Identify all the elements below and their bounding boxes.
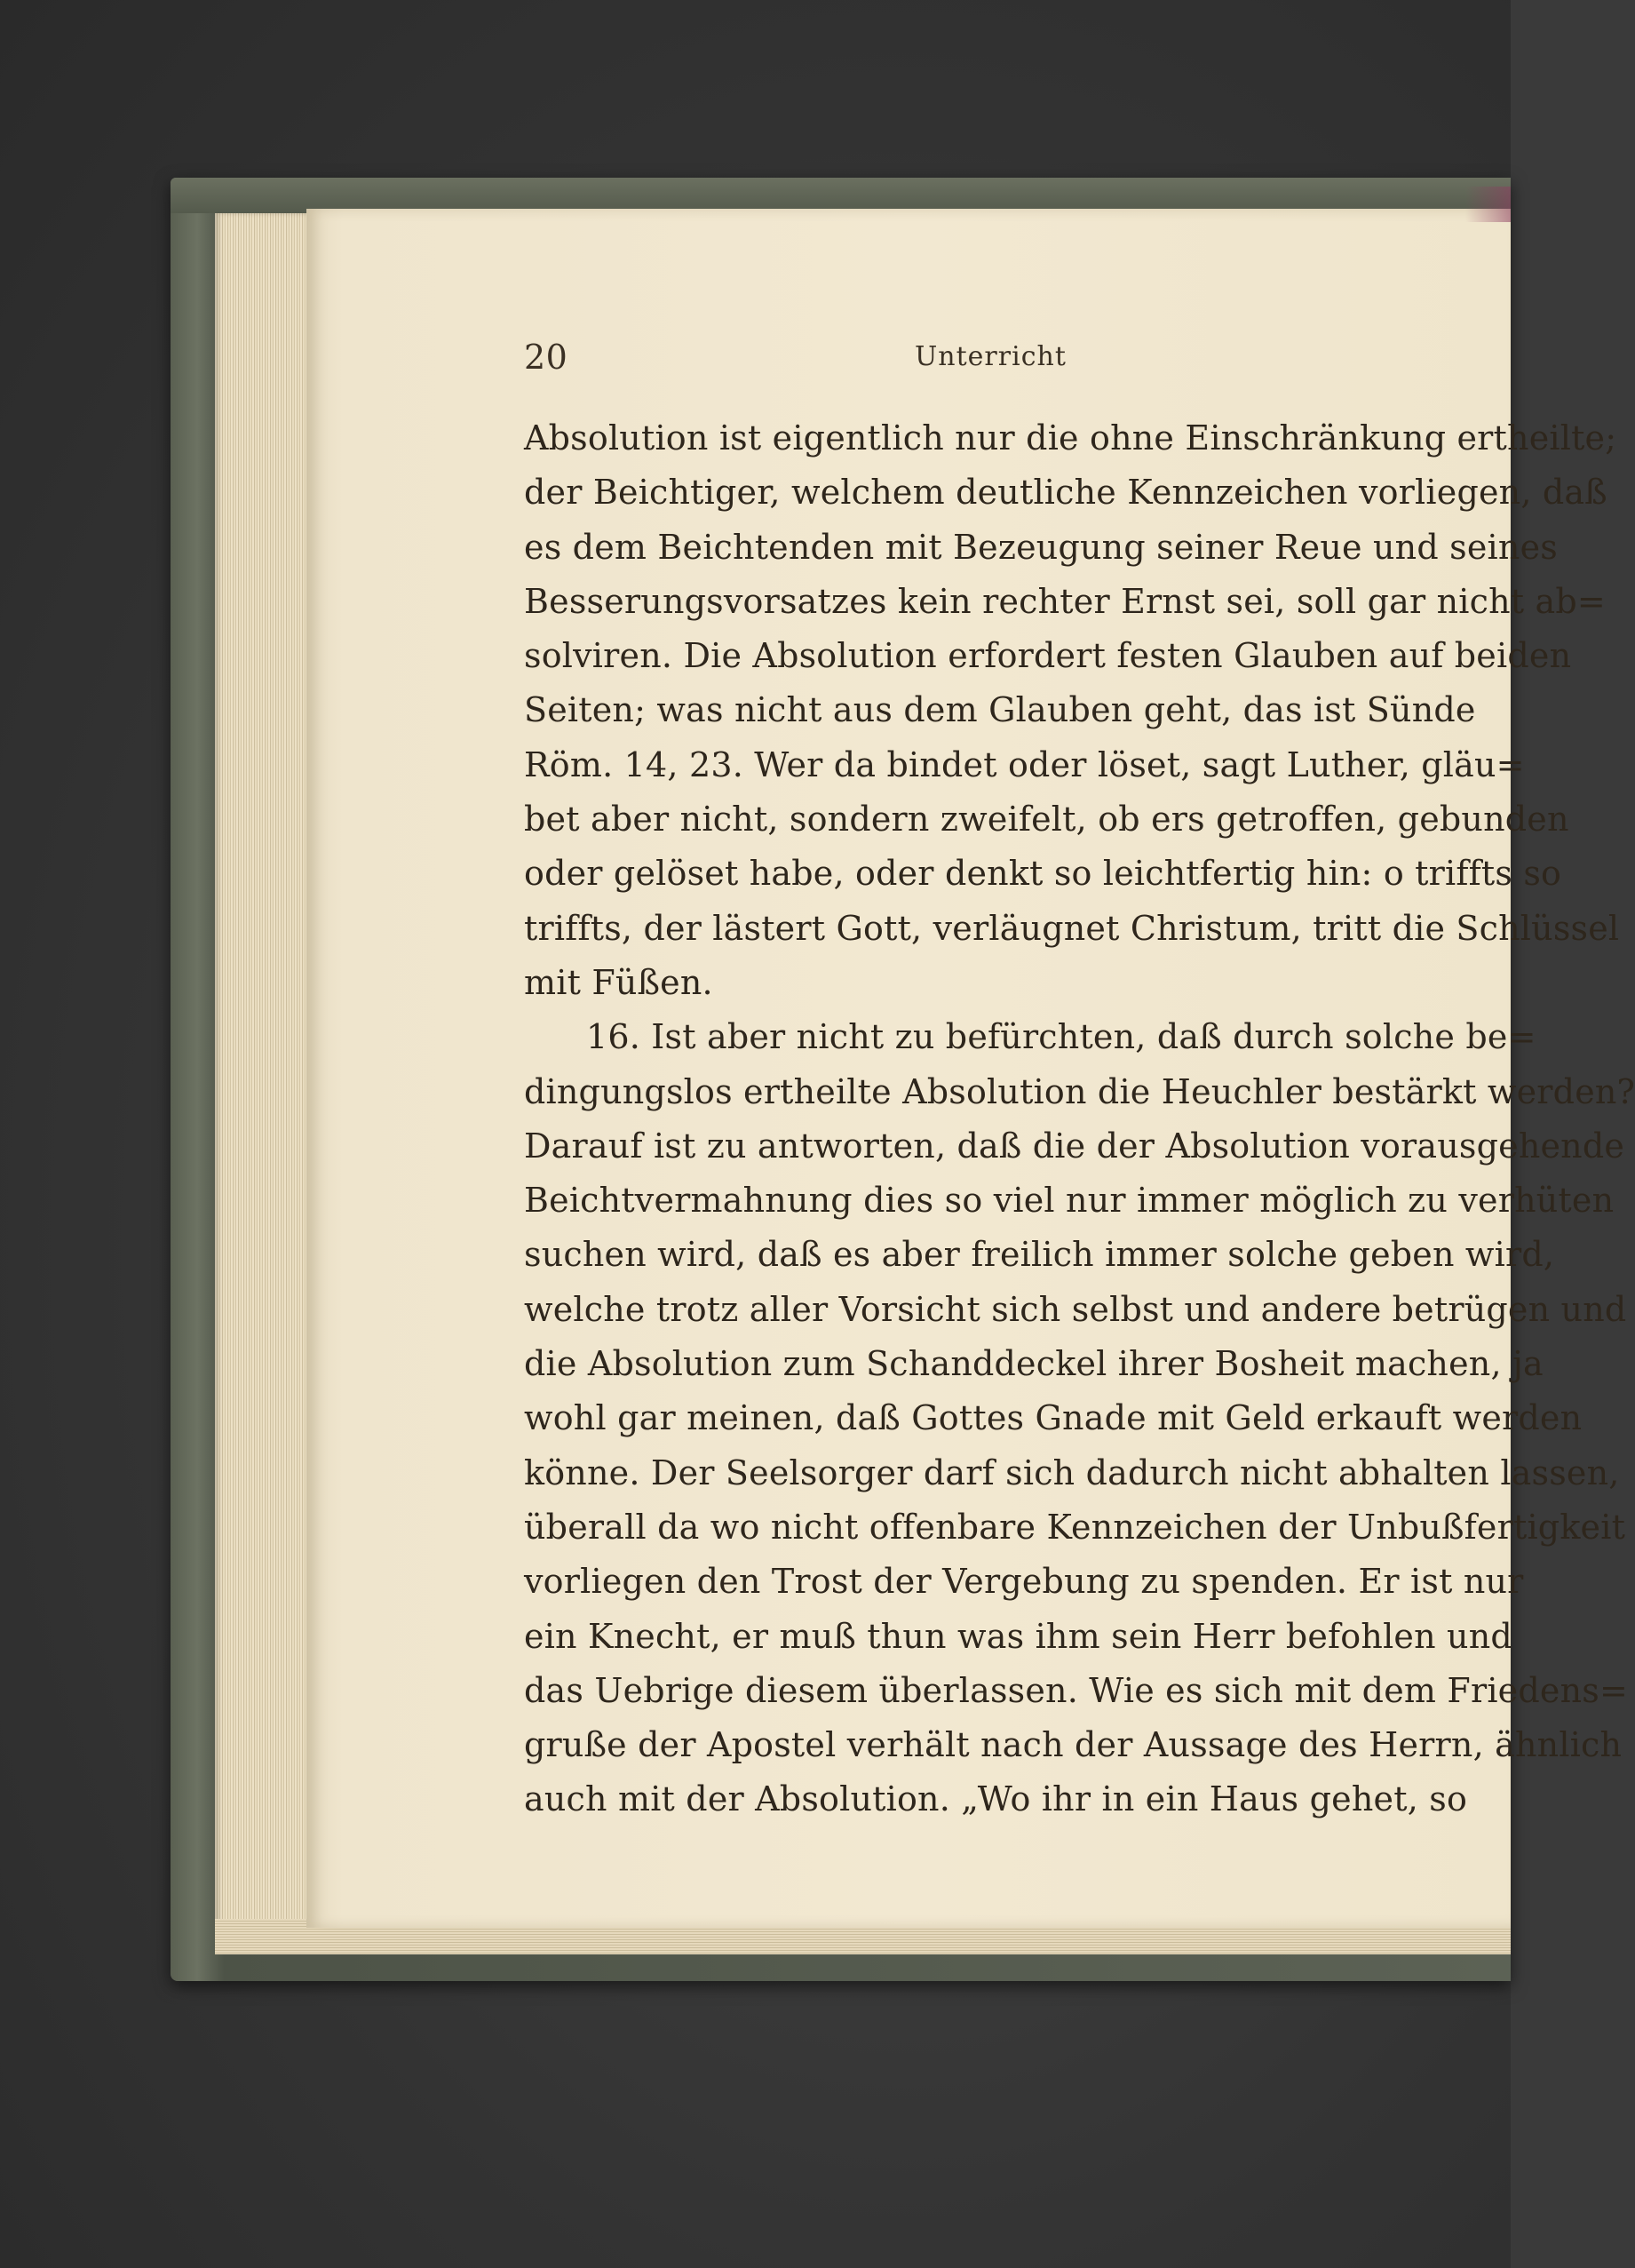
text-line: ein Knecht, er muß thun was ihm sein Herr befohlen und	[524, 1616, 1512, 1656]
text-line: triffts, der lästert Gott, verläugnet Christum, tritt die Schlüssel	[524, 908, 1620, 948]
text-line: Seiten; was nicht aus dem Glauben geht, das ist Sünde	[524, 690, 1476, 730]
text-line: bet aber nicht, sondern zweifelt, ob ers getroffen, gebunden	[524, 800, 1569, 840]
running-head	[524, 338, 1412, 382]
text-line: die Absolution zum Schanddeckel ihrer Bosheit machen, ja	[524, 1344, 1544, 1384]
page-number: 20	[524, 338, 568, 377]
text-line: überall da wo nicht offenbare Kennzeichen der Unbußfertigkeit	[524, 1507, 1626, 1547]
body-text	[524, 411, 1635, 1827]
text-line: solviren. Die Absolution erfordert festen Glauben auf beiden	[524, 636, 1572, 676]
page-edges	[215, 213, 310, 1954]
text-line: vorliegen den Trost der Vergebung zu spenden. Er ist nur	[524, 1562, 1524, 1602]
text-line: dingungslos ertheilte Absolution die Heuchler bestärkt werden?	[524, 1071, 1635, 1111]
text-line: mit Füßen.	[524, 962, 713, 1002]
text-line: könne. Der Seelsorger darf sich dadurch nicht abhalten lassen,	[524, 1452, 1620, 1492]
text-line: welche trotz aller Vorsicht sich selbst und andere betrügen und	[524, 1289, 1627, 1329]
text-line: Röm. 14, 23. Wer da bindet oder löset, sagt Luther, gläu=	[524, 744, 1525, 784]
text-line: Beichtvermahnung dies so viel nur immer möglich zu verhüten	[524, 1181, 1615, 1221]
text-line: auch mit der Absolution. „Wo ihr in ein Haus gehet, so	[524, 1779, 1468, 1819]
text-line-paragraph-start: 16. Ist aber nicht zu befürchten, daß durch solche be=	[586, 1017, 1536, 1057]
text-line: Absolution ist eigentlich nur die ohne Einschränkung ertheilte;	[524, 418, 1617, 458]
text-line: Besserungsvorsatzes kein rechter Ernst sei, soll gar nicht ab=	[524, 581, 1606, 621]
text-line: der Beichtiger, welchem deutliche Kennzeichen vorliegen, daß	[524, 473, 1607, 513]
running-head-title: Unterricht	[915, 341, 1067, 372]
text-line: wohl gar meinen, daß Gottes Gnade mit Geld erkauft werden	[524, 1398, 1583, 1438]
text-line: Darauf ist zu antworten, daß die der Absolution vorausgehende	[524, 1126, 1625, 1166]
book-cover-top-edge	[171, 178, 1511, 213]
text-line: es dem Beichtenden mit Bezeugung seiner Reue und seines	[524, 527, 1558, 567]
text-line: das Uebrige diesem überlassen. Wie es sich mit dem Friedens=	[524, 1670, 1628, 1710]
page-corner-tint	[1465, 187, 1511, 222]
text-line: suchen wird, daß es aber freilich immer solche geben wird,	[524, 1235, 1555, 1275]
text-line: oder gelöset habe, oder denkt so leichtfertig hin: o triffts so	[524, 854, 1562, 894]
text-line: gruße der Apostel verhält nach der Aussage des Herrn, ähnlich	[524, 1725, 1623, 1765]
